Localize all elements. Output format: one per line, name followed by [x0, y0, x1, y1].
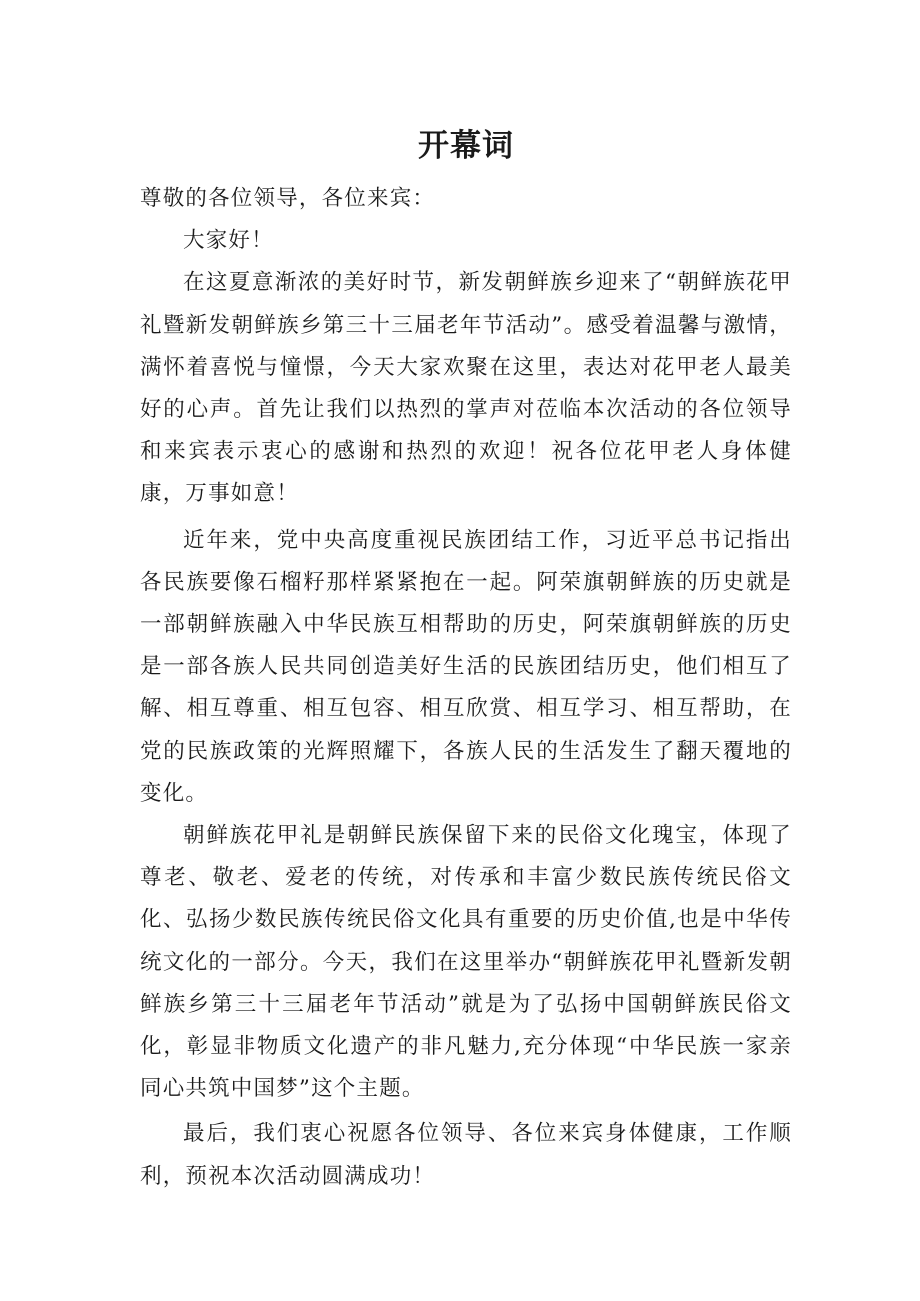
document-body	[140, 178, 792, 1198]
salutation: 尊敬的各位领导，各位来宾：	[140, 186, 436, 211]
document-title: 开幕词	[418, 128, 514, 164]
unity-paragraph: 近年来，党中央高度重视民族团结工作，习近平总书记指出各民族要像石榴籽那样紧紧抱在一起。阿荣旗朝鲜族的历史就是一部朝鲜族融入中华民族互相帮助的历史，阿荣旗朝鲜族的历史是一部各族人民共同创造美好生活的民族团结历史，他们相互了解、相互尊重、相互包容、相互欣赏、相互学习、相互帮助，在党的民族政策的光辉照耀下，各族人民的生活发生了翻天覆地的变化。	[140, 527, 792, 806]
greeting-paragraph: 大家好！	[183, 228, 274, 254]
closing-paragraph: 最后，我们衷心祝愿各位领导、各位来宾身体健康，工作顺利，预祝本次活动圆满成功！	[140, 1121, 792, 1189]
intro-paragraph: 在这夏意渐浓的美好时节，新发朝鲜族乡迎来了“朝鲜族花甲礼暨新发朝鲜族乡第三十三届老年节活动”。感受着温馨与激情，满怀着喜悦与憧憬，今天大家欢聚在这里，表达对花甲老人最美好的心声。首先让我们以热烈的掌声对莅临本次活动的各位领导和来宾表示衷心的感谢和热烈的欢迎！祝各位花甲老人身体健康，万事如意！	[140, 270, 792, 507]
culture-paragraph: 朝鲜族花甲礼是朝鲜民族保留下来的民俗文化瑰宝，体现了尊老、敬老、爱老的传统，对传承和丰富少数民族传统民俗文化、弘扬少数民族传统民俗文化具有重要的历史价值,也是中华传统文化的一部分。今天，我们在这里举办“朝鲜族花甲礼暨新发朝鲜族乡第三十三届老年节活动”就是为了弘扬中国朝鲜族民俗文化，彰显非物质文化遗产的非凡魅力,充分体现“中华民族一家亲同心共筑中国梦”这个主题。	[140, 823, 792, 1102]
